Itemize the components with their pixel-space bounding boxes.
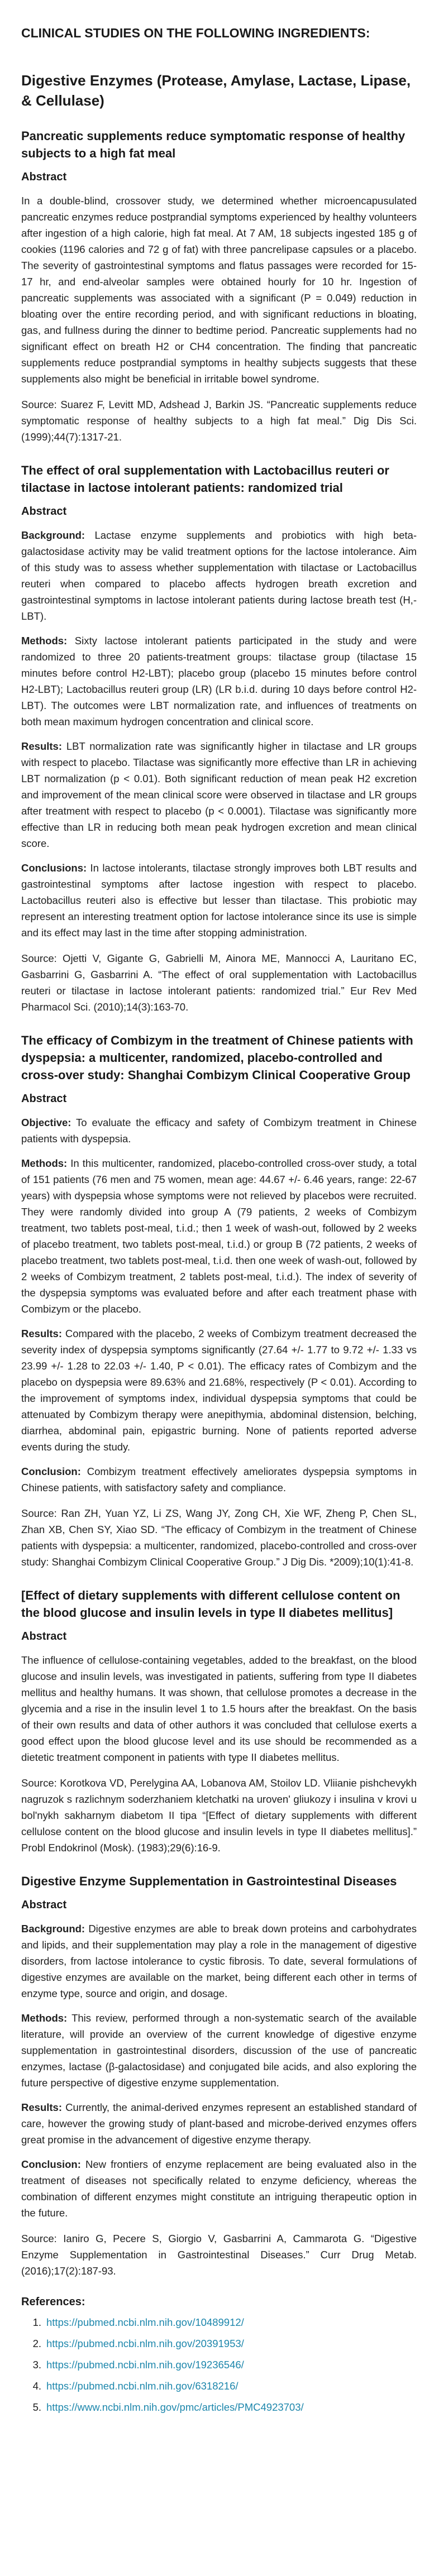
source-citation: Source: Korotkova VD, Perelygina AA, Lobanova AM, Stoilov LD. Vliianie pishchevykh nagruzok s razlichnym soderzhaniem kletchatki na uroven' gliukozy i insulina v krovi u bol'nykh sakharnym diabetom II tipa “[Effect of dietary supplements with different cellulose content on the blood glucose and insulin levels in type II diabetes mellitus].” Probl Endokrinol (Mosk). (1983);29(6):16-9. [21, 1777, 417, 1854]
abstract-paragraph: In a double-blind, crossover study, we determined whether microencapusulated pancreatic enzymes reduce postprandial symptoms experienced by healthy volunteers after ingestion of a high calorie, high fat meal. At 7 AM, 18 subjects ingested 185 g of cookies (1196 calories and 72 g of fat) with three pancrelipase capsules or a placebo. The severity of gastrointestinal symptoms and flatus passages were recorded for 15-17 hr, and end-alveolar samples were obtained hourly for 10 hr. Ingestion of pancreatic supplements was associated with a significant (P = 0.049) reduction in bloating over the entire recording period, and with significant reductions in bloating, gas, and fullness during the dinner to bedtime period. Pancreatic supplements had no significant effect on breath H2 or CH4 concentration. The finding that pancreatic supplements reduce postprandial symptoms in healthy subjects suggests that these supplements also might be beneficial in irritable bowel syndrome. [21, 195, 417, 385]
source-citation: Source: Ianiro G, Pecere S, Giorgio V, Gasbarrini A, Cammarota G. “Digestive Enzyme Supplementation in Gastrointestinal Diseases.” Curr Drug Metab. (2016);17(2):187-93. [21, 2233, 417, 2277]
source-citation: Source: Suarez F, Levitt MD, Adshead J, Barkin JS. “Pancreatic supplements reduce symptomatic response of healthy subjects to a high fat meal.” Dig Dis Sci. (1999);44(7):1317-21. [21, 399, 417, 443]
abstract-paragraph: Background: Lactase enzyme supplements and probiotics with high beta-galactosidase activity may be valid treatment options for the lactose intolerance. Aim of this study was to assess whether supplementation with tilactase or Lactobacillus reuteri when compared to placebo affects hydrogen breath excretion and gastrointestinal symptoms in lactose intolerant patients during lactose breath test (H,-LBT). [21, 529, 417, 622]
reference-link[interactable]: https://pubmed.ncbi.nlm.nih.gov/6318216/ [46, 2380, 239, 2392]
source-citation: Source: Ran ZH, Yuan YZ, Li ZS, Wang JY, Zong CH, Xie WF, Zheng P, Chen SL, Zhan XB, Chen SY, Xiao SD. “The efficacy of Combizym in the treatment of Chinese patients with dyspepsia: a multicenter, randomized, placebo-controlled and cross-over study: Shanghai Combizym Clinical Cooperative Group.” J Dig Dis. *2009);10(1):41-8. [21, 1507, 417, 1568]
main-title: Digestive Enzymes (Protease, Amylase, Lactase, Lipase, & Cellulase) [21, 72, 411, 109]
abstract-paragraph: Methods: Sixty lactose intolerant patients participated in the study and were randomized to three 20 patients-treatment groups: tilactase group (tilactase 15 minutes before control H2-LBT); placebo group (placebo 15 minutes before control H2-LBT); Lactobacillus reuteri group (LR) (LR b.i.d. during 10 days before control H2-LBT). The outcomes were LBT normalization rate, and influences of treatments on both mean maximum hydrogen concentration and clinical score. [21, 635, 417, 727]
abstract-heading: Abstract [21, 1899, 67, 1911]
reference-number: 5. [32, 2401, 41, 2413]
paragraph-label: Background: [21, 529, 85, 541]
study-title: The effect of oral supplementation with Lactobacillus reuteri or tilactase in lactose intolerant patients: randomized trial [21, 463, 389, 495]
abstract-heading: Abstract [21, 505, 67, 518]
study-section [21, 462, 417, 1015]
paragraph-label: Background: [21, 1923, 85, 1935]
abstract-paragraph: Conclusions: In lactose intolerants, tilactase strongly improves both LBT results and gastrointestinal symptoms after lactose ingestion with respect to placebo. Lactobacillus reuteri also is effective but lesser than tilactase. This probiotic may represent an interesting treatment option for lactose intolerance since its use is simple and its effect may last in the time after stopping administration. [21, 862, 417, 939]
paragraph-label: Methods: [21, 635, 68, 647]
reference-link[interactable]: https://pubmed.ncbi.nlm.nih.gov/10489912/ [46, 2316, 244, 2328]
paragraph-label: Methods: [21, 1157, 68, 1169]
top-heading: CLINICAL STUDIES ON THE FOLLOWING INGREDIENTS: [21, 26, 370, 40]
paragraph-label: Results: [21, 740, 62, 752]
references-section [21, 2295, 417, 2415]
study-section [21, 1873, 417, 2279]
abstract-heading: Abstract [21, 1630, 67, 1643]
abstract-paragraph: Background: Digestive enzymes are able to break down proteins and carbohydrates and lipids, and their supplementation may play a role in the management of digestive disorders, from lactose intolerance to cystic fibrosis. To date, several formulations of digestive enzymes are available on the market, being different each other in terms of enzyme type, source and origin, and dosage. [21, 1923, 417, 1999]
abstract-paragraph: The influence of cellulose-containing vegetables, added to the breakfast, on the blood glucose and insulin levels, was investigated in patients, suffering from type II diabetes mellitus and healthy humans. It was shown, that cellulose promotes a decrease in the glycemia and a rise in the insulin level 1 to 1.5 hours after the breakfast. On the basis of their own results and data of other authors it was concluded that cellulose exerts a good effect upon the blood glucose level and its use should be recommended as a dietetic treatment component in patients with type II diabetes mellitus. [21, 1654, 417, 1763]
reference-item [21, 2335, 417, 2352]
study-section [21, 127, 417, 445]
abstract-paragraph: Methods: This review, performed through a non-systematic search of the available literature, will provide an overview of the current knowledge of digestive enzyme supplementation in gastrointestinal disorders, discussion of the use of pancreatic enzymes, lactase (β-galactosidase) and conjugated bile acids, and also exploring the future perspective of digestive enzyme supplementation. [21, 2012, 417, 2089]
paragraph-label: Conclusion: [21, 2158, 81, 2170]
reference-link[interactable]: https://www.ncbi.nlm.nih.gov/pmc/articles/PMC4923703/ [46, 2401, 304, 2413]
paragraph-label: Results: [21, 1328, 62, 1339]
abstract-heading: Abstract [21, 1093, 67, 1105]
abstract-paragraph: Results: Currently, the animal-derived enzymes represent an established standard of care, however the growing study of plant-based and microbe-derived enzymes offers great promise in the advancement of digestive enzyme therapy. [21, 2101, 417, 2146]
paragraph-label: Conclusion: [21, 1466, 81, 1477]
source-citation: Source: Ojetti V, Gigante G, Gabrielli M, Ainora ME, Mannocci A, Lauritano EC, Gasbarrini G, Gasbarrini A. “The effect of oral supplementation with Lactobacillus reuteri or tilactase in lactose intolerant patients: randomized trial.” Eur Rev Med Pharmacol Sci. (2010);14(3):163-70. [21, 952, 417, 1013]
reference-item [21, 2357, 417, 2373]
reference-number: 1. [32, 2316, 41, 2328]
paragraph-label: Methods: [21, 2012, 68, 2024]
abstract-paragraph: Conclusion: New frontiers of enzyme replacement are being evaluated also in the treatment of diseases not specifically related to enzyme deficiency, whereas the combination of different enzymes might constitute an intriguing therapeutic option in the future. [21, 2158, 417, 2219]
paragraph-label: Conclusions: [21, 862, 87, 874]
abstract-heading: Abstract [21, 171, 67, 183]
references-heading: References: [21, 2296, 85, 2308]
paragraph-label: Results: [21, 2101, 62, 2113]
abstract-paragraph: Methods: In this multicenter, randomized, placebo-controlled cross-over study, a total of 151 patients (76 men and 75 women, mean age: 44.67 +/- 6.46 years, range: 22-67 years) with dyspepsia whose symptoms were not relieved by placebos were recruited. They were randomly divided into group A (79 patients, 2 weeks of Combizym treatment, two tablets post-meal, t.i.d.; then 1 week of wash-out, followed by 2 weeks of placebo treatment, two tablets post-meal, t.i.d.) or group B (72 patients, 2 weeks of placebo treatment, two tablets post-meal, t.i.d. then one week of wash-out, followed by 2 weeks of Combizym treatment, 2 tablets post-meal, t.i.d.). The index of severity of the dyspepsia symptoms was evaluated before and after each treatment phase with Combizym or the placebo. [21, 1157, 417, 1315]
study-title: The efficacy of Combizym in the treatment of Chinese patients with dyspepsia: a multicenter, randomized, placebo-controlled and cross-over study: Shanghai Combizym Clinical Cooperative Group [21, 1033, 413, 1082]
abstract-paragraph: Objective: To evaluate the efficacy and safety of Combizym treatment in Chinese patients with dyspepsia. [21, 1117, 417, 1145]
reference-number: 3. [32, 2359, 41, 2371]
study-section [21, 1587, 417, 1856]
study-title: [Effect of dietary supplements with different cellulose content on the blood glucose and insulin levels in type II diabetes mellitus] [21, 1588, 401, 1620]
reference-number: 4. [32, 2380, 41, 2392]
study-title: Pancreatic supplements reduce symptomatic response of healthy subjects to a high fat meal [21, 129, 406, 160]
reference-number: 2. [32, 2338, 41, 2349]
abstract-paragraph: Results: Compared with the placebo, 2 weeks of Combizym treatment decreased the severity index of dyspepsia symptoms significantly (27.64 +/- 1.77 to 9.72 +/- 1.33 vs 23.99 +/- 1.28 to 22.03 +/- 1.40, P < 0.01). The efficacy rates of Combizym and the placebo on dyspepsia were 89.63% and 21.68%, respectively (P < 0.01). According to the improvement of symptoms index, individual dyspepsia symptoms that could be attenuated by Combizym therapy were anepithymia, abdominal distension, belching, diarrhea, abdominal pain, epigastric burning. None of patients reported adverse events during the study. [21, 1328, 417, 1453]
reference-link[interactable]: https://pubmed.ncbi.nlm.nih.gov/20391953/ [46, 2338, 244, 2349]
abstract-paragraph: Conclusion: Combizym treatment effectively ameliorates dyspepsia symptoms in Chinese patients, with satisfactory safety and compliance. [21, 1466, 417, 1493]
references-list [21, 2314, 417, 2415]
study-section [21, 1032, 417, 1570]
reference-item [21, 2399, 417, 2415]
reference-item [21, 2314, 417, 2330]
paragraph-label: Objective: [21, 1117, 72, 1128]
abstract-paragraph: Results: LBT normalization rate was significantly higher in tilactase and LR groups with respect to placebo. Tilactase was significantly more effective than LR in achieving LBT normalization (p < 0.01). Both significant reduction of mean peak H2 excretion and improvement of the mean clinical score were observed in tilactase and LR groups after treatment with respect to placebo (p < 0.0001). Tilactase was significantly more effective than LR in reducing both mean peak hydrogen excretion and mean clinical score. [21, 740, 417, 849]
reference-link[interactable]: https://pubmed.ncbi.nlm.nih.gov/19236546/ [46, 2359, 244, 2371]
reference-item [21, 2378, 417, 2394]
study-title: Digestive Enzyme Supplementation in Gastrointestinal Diseases [21, 1874, 397, 1888]
studies-container [21, 127, 417, 2279]
